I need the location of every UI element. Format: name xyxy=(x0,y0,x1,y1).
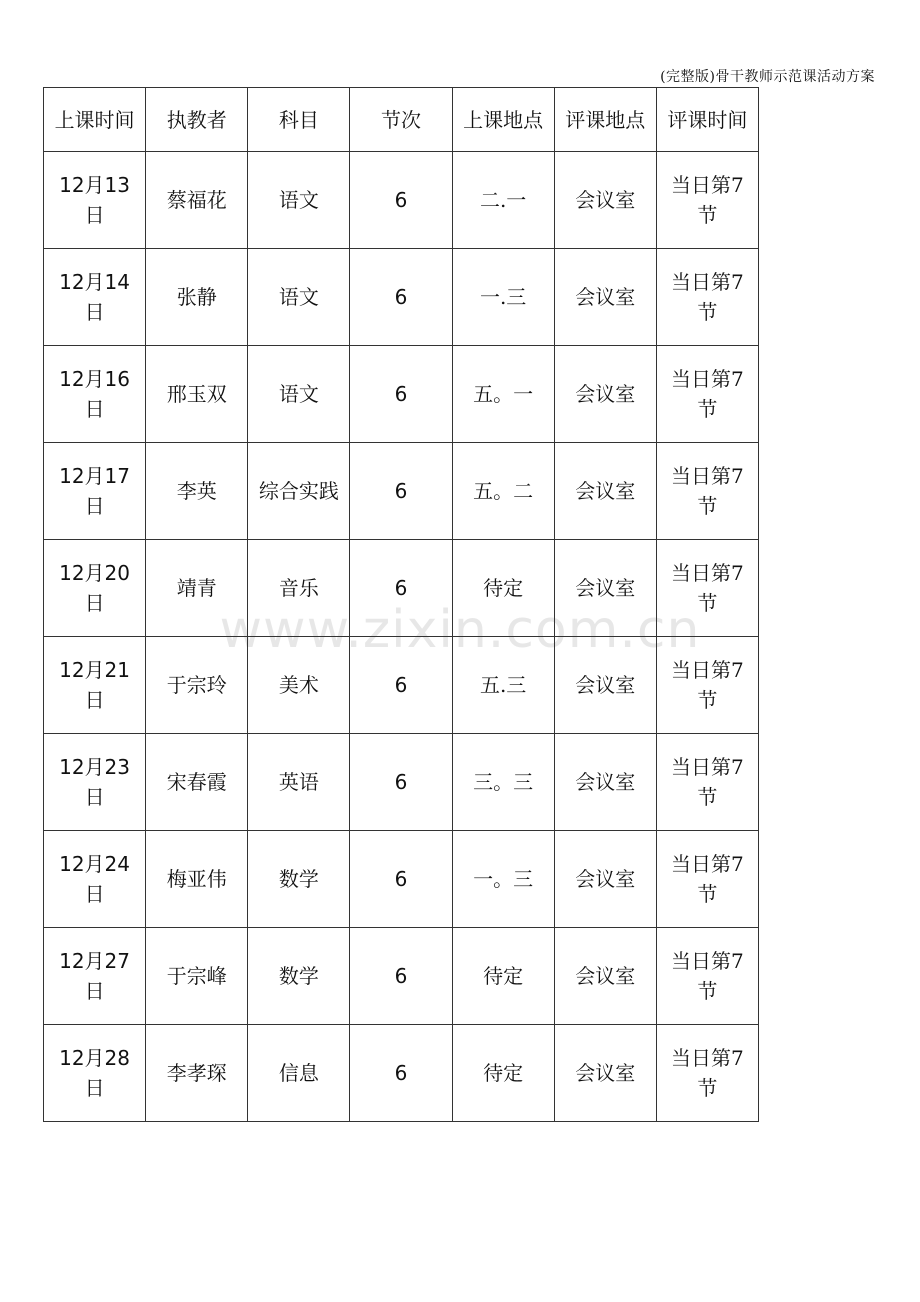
table-row xyxy=(44,249,759,346)
table-row xyxy=(44,1025,759,1122)
cell-subject: 数学 xyxy=(248,928,350,1025)
cell-review-time: 当日第7节 xyxy=(656,734,758,831)
cell-class-location: 五.三 xyxy=(452,637,554,734)
cell-subject: 数学 xyxy=(248,831,350,928)
cell-teacher: 邢玉双 xyxy=(146,346,248,443)
cell-period: 6 xyxy=(350,1025,452,1122)
cell-class-location: 五。一 xyxy=(452,346,554,443)
cell-review-location: 会议室 xyxy=(554,637,656,734)
cell-review-time: 当日第7节 xyxy=(656,540,758,637)
header-subject: 科目 xyxy=(248,88,350,152)
cell-class-location: 待定 xyxy=(452,540,554,637)
cell-period: 6 xyxy=(350,928,452,1025)
cell-date: 12月16日 xyxy=(44,346,146,443)
cell-subject: 语文 xyxy=(248,346,350,443)
cell-subject: 音乐 xyxy=(248,540,350,637)
cell-period: 6 xyxy=(350,831,452,928)
cell-date: 12月20日 xyxy=(44,540,146,637)
cell-period: 6 xyxy=(350,346,452,443)
cell-class-location: 待定 xyxy=(452,928,554,1025)
cell-review-location: 会议室 xyxy=(554,443,656,540)
cell-date: 12月17日 xyxy=(44,443,146,540)
cell-period: 6 xyxy=(350,734,452,831)
table-row xyxy=(44,346,759,443)
cell-date: 12月27日 xyxy=(44,928,146,1025)
cell-class-location: 五。二 xyxy=(452,443,554,540)
cell-teacher: 宋春霞 xyxy=(146,734,248,831)
cell-review-time: 当日第7节 xyxy=(656,443,758,540)
cell-review-time: 当日第7节 xyxy=(656,831,758,928)
cell-teacher: 张静 xyxy=(146,249,248,346)
cell-subject: 信息 xyxy=(248,1025,350,1122)
cell-teacher: 梅亚伟 xyxy=(146,831,248,928)
cell-review-location: 会议室 xyxy=(554,928,656,1025)
table-row xyxy=(44,637,759,734)
cell-teacher: 李英 xyxy=(146,443,248,540)
cell-period: 6 xyxy=(350,540,452,637)
table-row xyxy=(44,831,759,928)
header-row xyxy=(44,88,759,152)
cell-date: 12月23日 xyxy=(44,734,146,831)
cell-subject: 英语 xyxy=(248,734,350,831)
cell-review-location: 会议室 xyxy=(554,249,656,346)
cell-class-location: 二.一 xyxy=(452,152,554,249)
cell-review-location: 会议室 xyxy=(554,346,656,443)
table-row xyxy=(44,734,759,831)
cell-review-location: 会议室 xyxy=(554,152,656,249)
cell-review-location: 会议室 xyxy=(554,540,656,637)
cell-date: 12月28日 xyxy=(44,1025,146,1122)
cell-date: 12月13日 xyxy=(44,152,146,249)
cell-review-time: 当日第7节 xyxy=(656,637,758,734)
cell-period: 6 xyxy=(350,249,452,346)
cell-teacher: 李孝琛 xyxy=(146,1025,248,1122)
cell-review-location: 会议室 xyxy=(554,831,656,928)
header-class-location: 上课地点 xyxy=(452,88,554,152)
cell-period: 6 xyxy=(350,152,452,249)
cell-review-location: 会议室 xyxy=(554,734,656,831)
cell-class-location: 待定 xyxy=(452,1025,554,1122)
document-title: (完整版)骨干教师示范课活动方案 xyxy=(660,69,875,85)
header-review-time: 评课时间 xyxy=(656,88,758,152)
cell-date: 12月24日 xyxy=(44,831,146,928)
cell-teacher: 于宗峰 xyxy=(146,928,248,1025)
cell-review-time: 当日第7节 xyxy=(656,249,758,346)
cell-subject: 语文 xyxy=(248,249,350,346)
cell-review-location: 会议室 xyxy=(554,1025,656,1122)
cell-review-time: 当日第7节 xyxy=(656,928,758,1025)
cell-period: 6 xyxy=(350,637,452,734)
schedule-table xyxy=(43,87,759,1122)
watermark: www.zixin.com.cn xyxy=(219,600,701,660)
cell-period: 6 xyxy=(350,443,452,540)
table-row xyxy=(44,540,759,637)
cell-review-time: 当日第7节 xyxy=(656,1025,758,1122)
cell-class-location: 一.三 xyxy=(452,249,554,346)
cell-review-time: 当日第7节 xyxy=(656,152,758,249)
table-row xyxy=(44,152,759,249)
header-review-location: 评课地点 xyxy=(554,88,656,152)
cell-subject: 综合实践 xyxy=(248,443,350,540)
cell-subject: 美术 xyxy=(248,637,350,734)
cell-class-location: 一。三 xyxy=(452,831,554,928)
cell-teacher: 于宗玲 xyxy=(146,637,248,734)
table-row xyxy=(44,443,759,540)
cell-teacher: 蔡福花 xyxy=(146,152,248,249)
header-class-time: 上课时间 xyxy=(44,88,146,152)
cell-class-location: 三。三 xyxy=(452,734,554,831)
cell-teacher: 靖青 xyxy=(146,540,248,637)
header-period: 节次 xyxy=(350,88,452,152)
header-teacher: 执教者 xyxy=(146,88,248,152)
cell-date: 12月21日 xyxy=(44,637,146,734)
cell-review-time: 当日第7节 xyxy=(656,346,758,443)
cell-date: 12月14日 xyxy=(44,249,146,346)
table-row xyxy=(44,928,759,1025)
cell-subject: 语文 xyxy=(248,152,350,249)
